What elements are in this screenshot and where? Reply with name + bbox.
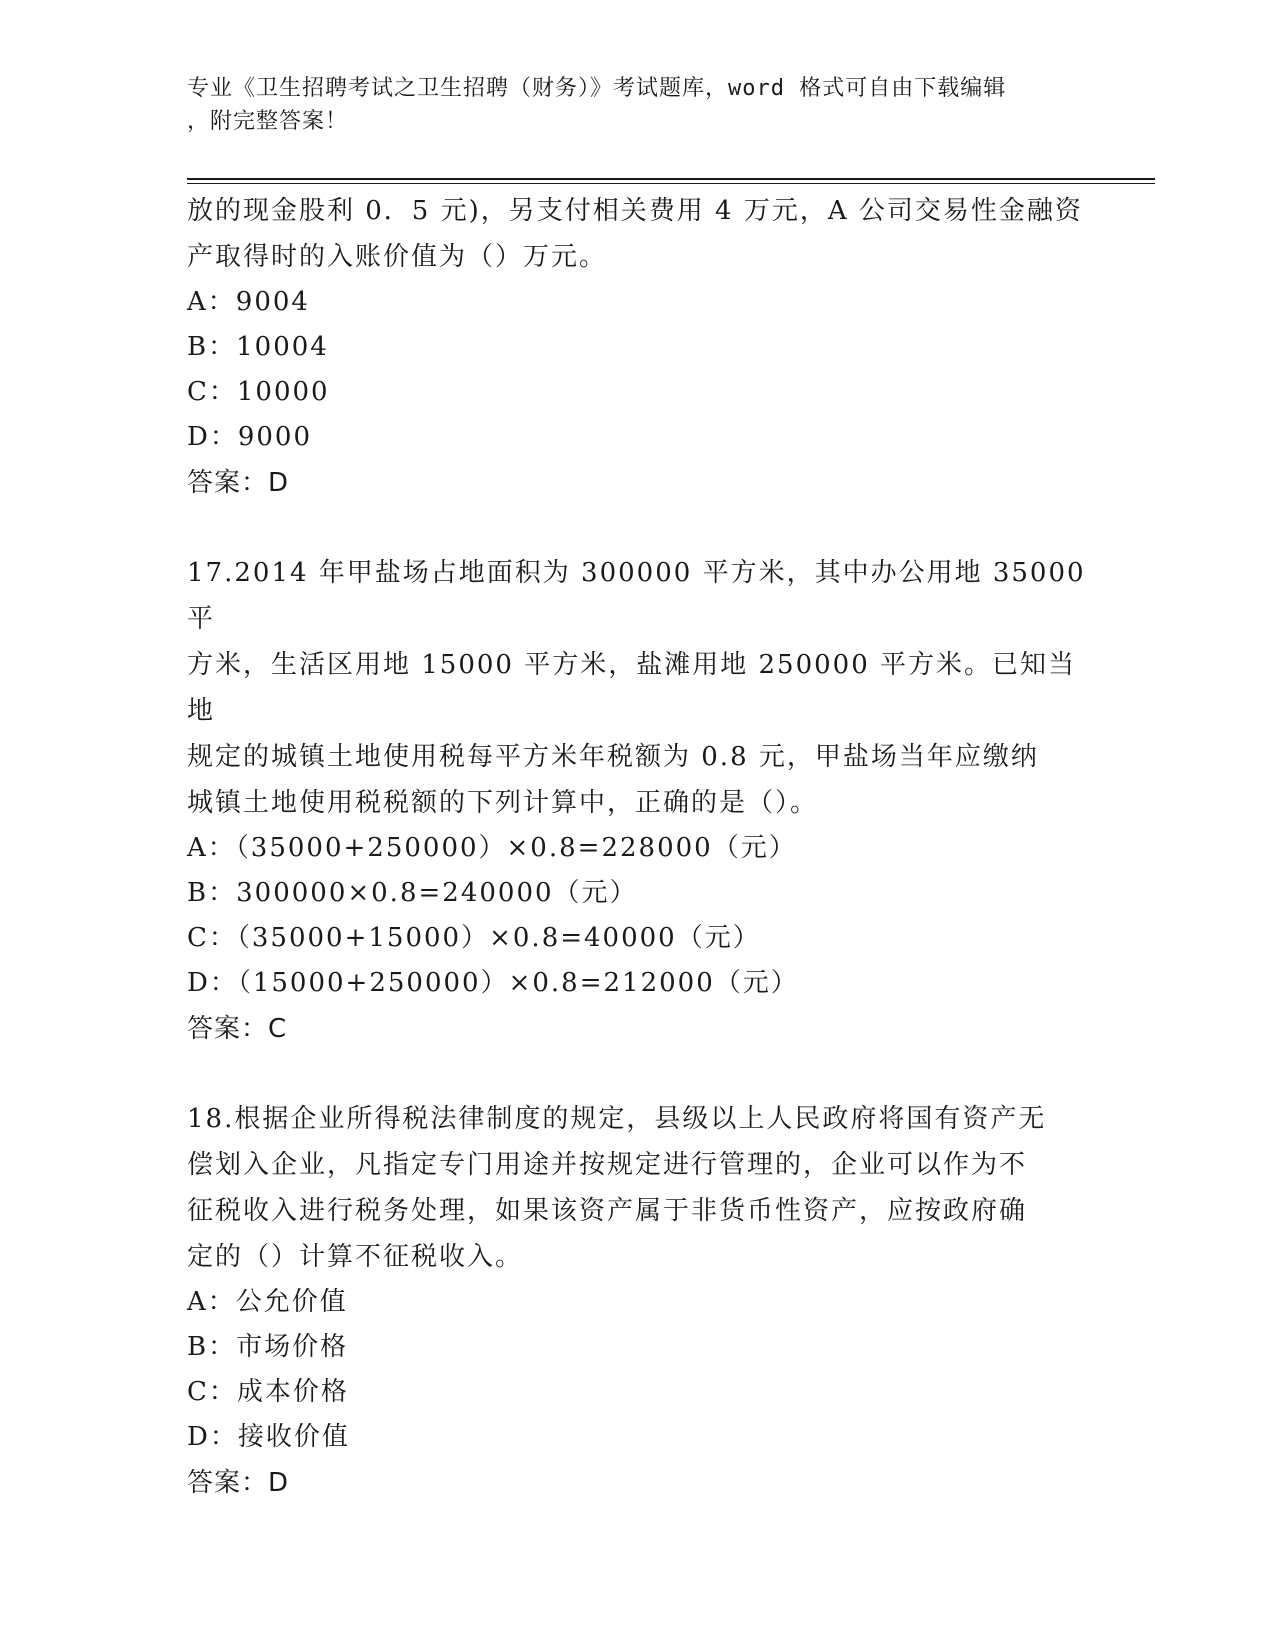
question-16-option-a: A：9004 (187, 287, 310, 317)
question-16-option-c: C：10000 (187, 377, 330, 407)
question-18-stem-line-3: 征税收入进行税务处理，如果该资产属于非货币性资产，应按政府确 (187, 1196, 1028, 1226)
header-divider-thick (187, 178, 1155, 180)
question-18-stem-line-4: 定的（）计算不征税收入。 (187, 1242, 524, 1272)
question-18-option-c: C：成本价格 (187, 1377, 349, 1407)
question-16-stem-line-1: 放的现金股利 0．5 元)，另支付相关费用 4 万元，A 公司交易性金融资 (187, 196, 1083, 226)
question-18 (187, 1096, 1087, 1506)
question-16-answer: 答案：D (187, 468, 290, 498)
question-16-option-b: B：10004 (187, 332, 329, 362)
question-18-option-b: B：市场价格 (187, 1332, 349, 1362)
question-18-option-a: A：公允价值 (187, 1287, 348, 1317)
header-divider-thin (187, 183, 1155, 184)
question-17-option-c: C：（35000+15000）×0.8=40000（元） (187, 923, 761, 953)
question-18-option-d: D：接收价值 (187, 1422, 350, 1452)
question-16-stem-line-2: 产取得时的入账价值为（）万元。 (187, 242, 608, 272)
question-list (187, 188, 1087, 1506)
question-17-stem-line-2: 方米，生活区用地 15000 平方米，盐滩用地 250000 平方米。已知当地 (187, 650, 1077, 726)
header-line-2: ，附完整答案！ (187, 109, 349, 134)
question-17-answer: 答案：C (187, 1014, 288, 1044)
question-18-stem-line-2: 偿划入企业，凡指定专门用途并按规定进行管理的，企业可以作为不 (187, 1150, 1028, 1180)
question-17-option-a: A：（35000+250000）×0.8=228000（元） (187, 833, 797, 863)
page-header (187, 72, 1067, 138)
question-16 (187, 188, 1087, 506)
header-line-1: 专业《卫生招聘考试之卫生招聘（财务）》考试题库，word 格式可自由下载编辑 (187, 76, 1007, 101)
question-17-stem-line-3: 规定的城镇土地使用税每平方米年税额为 0.8 元，甲盐场当年应缴纳 (187, 742, 1039, 772)
question-18-stem-line-1: 18.根据企业所得税法律制度的规定，县级以上人民政府将国有资产无 (187, 1104, 1047, 1134)
question-17 (187, 550, 1087, 1052)
question-18-answer: 答案：D (187, 1468, 290, 1498)
question-16-option-d: D：9000 (187, 422, 313, 452)
question-17-stem-line-1: 17.2014 年甲盐场占地面积为 300000 平方米，其中办公用地 35000 平 (187, 558, 1086, 634)
question-17-stem-line-4: 城镇土地使用税税额的下列计算中，正确的是（）。 (187, 788, 819, 818)
question-17-option-b: B：300000×0.8=240000（元） (187, 878, 638, 908)
question-17-option-d: D：（15000+250000）×0.8=212000（元） (187, 968, 799, 998)
